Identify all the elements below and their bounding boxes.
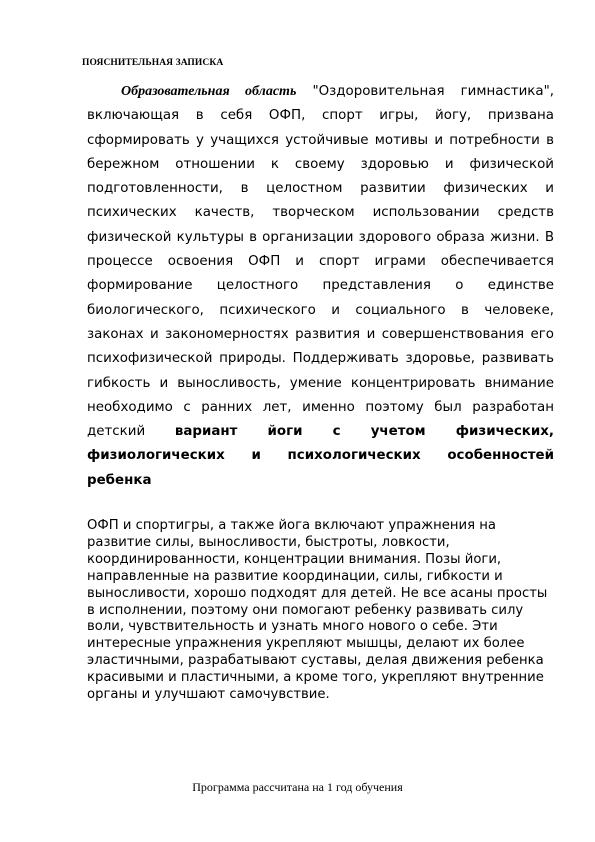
document-heading: ПОЯСНИТЕЛЬНАЯ ЗАПИСКА [82, 58, 224, 68]
footer-note: Программа рассчитана на 1 год обучения [192, 780, 403, 794]
area-label: Образовательная область [121, 84, 297, 99]
intro-bold-text: вариант йоги с учетом физических, физиологических и психологических особенностей ребенка [87, 424, 554, 488]
intro-text: "Оздоровительная гимнастика", включающая в себя ОФП, спорт игры, йогу, призвана сформировать у учащихся устойчивые мотивы и потребности в бережном отношении к своему здоровью и физической подготовленности, в целостном развитии физических и психических качеств, творческом использовании средств физической культуры в организации здорового образа жизни. В процессе освоения ОФП и спорт играми обеспечивается формирование целостного представления о единстве биологического, психического и социального в человеке, законах и закономерностях развития и совершенствования его психофизической природы. Поддерживать здоровье, развивать гибкость и выносливость, умение концентрировать внимание необходимо с ранних лет, именно поэтому был разработан детский [87, 84, 555, 440]
second-paragraph: ОФП и спортигры, а также йога включают упражнения на развитие силы, выносливости, быстроты, ловкости, координированности, концентрации внимания. Позы йоги, направленные на развитие координации, силы, гибкости и выносливости, хорошо подходят для детей. Не все асаны просты в исполнении, поэтому они помогают ребенку развивать силу воли, чувствительность и узнать много нового о себе. Эти интересные упражнения укрепляют мышцы, делают их более эластичными, разрабатывают суставы, делая движения ребенка красивыми и пластичными, а кроме того, укрепляют внутренние органы и улучшают самочувствие. [87, 518, 548, 703]
intro-paragraph [87, 80, 554, 493]
